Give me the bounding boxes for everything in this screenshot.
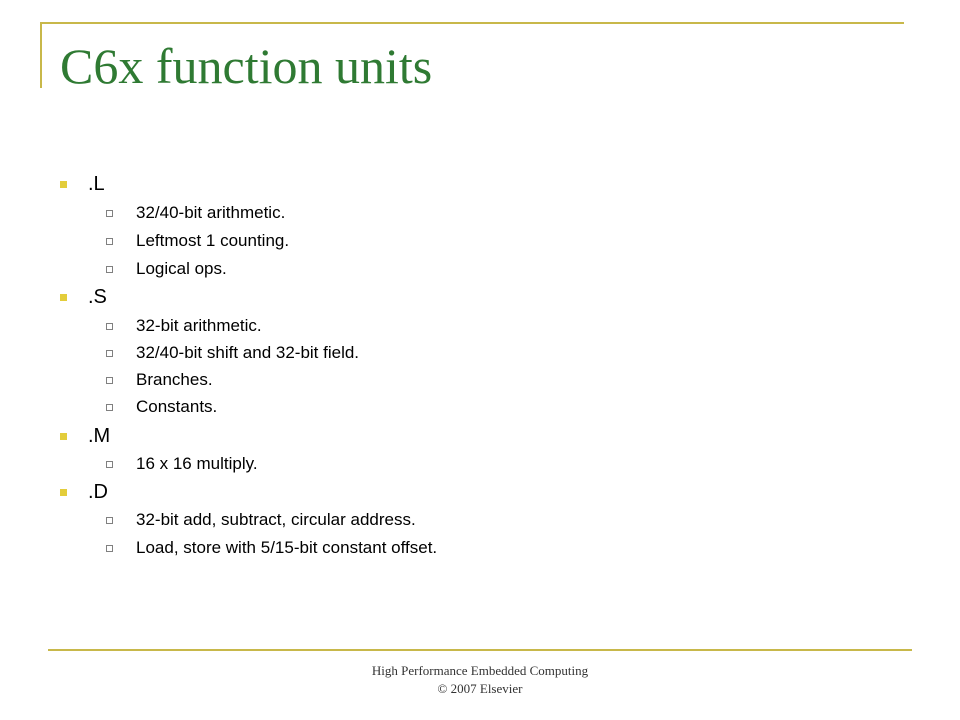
hollow-square-bullet-icon <box>106 461 113 468</box>
unit-label: .D <box>88 481 108 503</box>
square-bullet-icon <box>60 294 67 301</box>
footer-title: High Performance Embedded Computing <box>371 663 589 678</box>
hollow-square-bullet-icon <box>106 266 113 273</box>
hollow-square-bullet-icon <box>106 404 113 411</box>
hollow-square-bullet-icon <box>106 377 113 384</box>
unit-item-text: Logical ops. <box>136 259 227 278</box>
hollow-square-bullet-icon <box>106 323 113 330</box>
square-bullet-icon <box>60 433 67 440</box>
hollow-square-bullet-icon <box>106 238 113 245</box>
hollow-square-bullet-icon <box>106 517 113 524</box>
footer-copyright: © 2007 Elsevier <box>437 681 523 696</box>
square-bullet-icon <box>60 181 67 188</box>
bottom-rule <box>48 649 912 651</box>
unit-item-text: Load, store with 5/15-bit constant offset. <box>136 538 438 557</box>
unit-item-text: Constants. <box>136 397 218 416</box>
unit-item-text: Leftmost 1 counting. <box>136 231 290 250</box>
unit-item-text: Branches. <box>136 370 213 389</box>
unit-item-text: 32/40-bit shift and 32-bit field. <box>136 343 360 362</box>
unit-item-text: 32/40-bit arithmetic. <box>136 203 286 222</box>
hollow-square-bullet-icon <box>106 350 113 357</box>
unit-label: .L <box>88 173 105 195</box>
unit-label: .M <box>88 425 111 447</box>
hollow-square-bullet-icon <box>106 210 113 217</box>
hollow-square-bullet-icon <box>106 545 113 552</box>
slide-title: C6x function units <box>60 38 433 94</box>
unit-item-text: 32-bit arithmetic. <box>136 316 262 335</box>
square-bullet-icon <box>60 489 67 496</box>
unit-item-text: 32-bit add, subtract, circular address. <box>136 510 416 529</box>
unit-item-text: 16 x 16 multiply. <box>136 454 258 473</box>
unit-label: .S <box>88 286 107 308</box>
